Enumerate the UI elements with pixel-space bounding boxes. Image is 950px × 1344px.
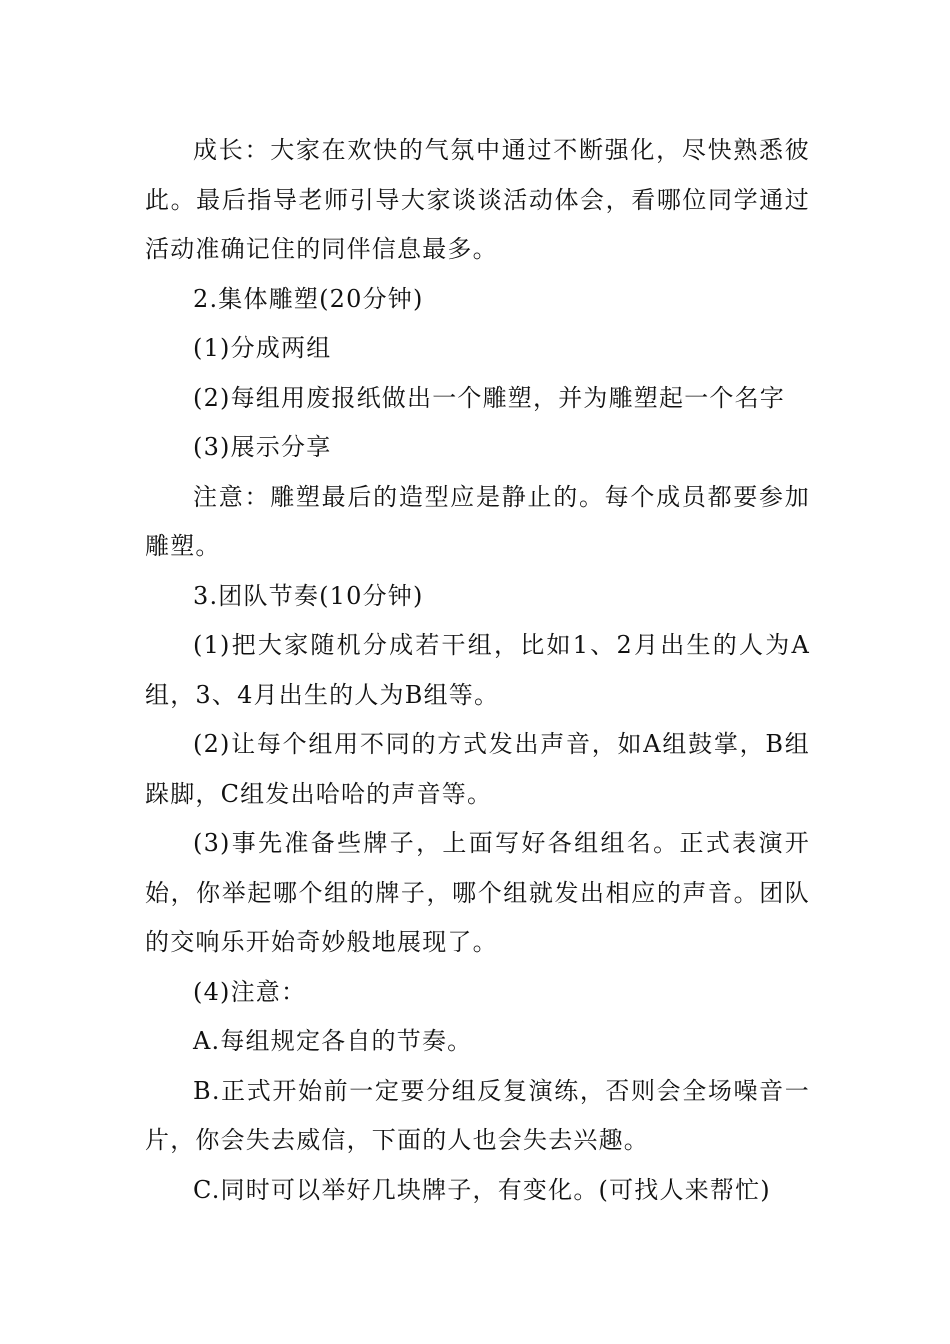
note-c: C.同时可以举好几块牌子，有变化。(可找人来帮忙) (193, 1175, 771, 1204)
heading-team-rhythm: 3.团队节奏(10分钟) (193, 581, 424, 610)
heading-group-sculpture: 2.集体雕塑(20分钟) (193, 284, 424, 313)
list-item-share: (3)展示分享 (193, 433, 332, 461)
list-item-random-groups: (1)把大家随机分成若干组，比如1、2月出生的人为A组，3、4月出生的人为B组等。 (145, 631, 810, 709)
list-item-notes: (4)注意： (193, 977, 307, 1006)
note-a: A.每组规定各自的节奏。 (193, 1027, 473, 1055)
list-item-make-sounds: (2)让每个组用不同的方式发出声音，如A组鼓掌，B组跺脚，C组发出哈哈的声音等。 (145, 730, 810, 808)
document-body (145, 126, 810, 1215)
list-item-split-groups: (1)分成两组 (193, 334, 332, 362)
list-item-signs: (3)事先准备些牌子，上面写好各组组名。正式表演开始，你举起哪个组的牌子，哪个组就发出相应的声音。团队的交响乐开始奇妙般地展现了。 (145, 829, 810, 956)
list-item-make-sculpture: (2)每组用废报纸做出一个雕塑，并为雕塑起一个名字 (193, 383, 785, 412)
note-b: B.正式开始前一定要分组反复演练，否则会全场噪音一片，你会失去威信，下面的人也会失去兴趣。 (145, 1076, 810, 1154)
paragraph-growth: 成长：大家在欢快的气氛中通过不断强化，尽快熟悉彼此。最后指导老师引导大家谈谈活动体会，看哪位同学通过活动准确记住的同伴信息最多。 (145, 136, 810, 263)
paragraph-sculpture-note: 注意：雕塑最后的造型应是静止的。每个成员都要参加雕塑。 (145, 482, 810, 560)
